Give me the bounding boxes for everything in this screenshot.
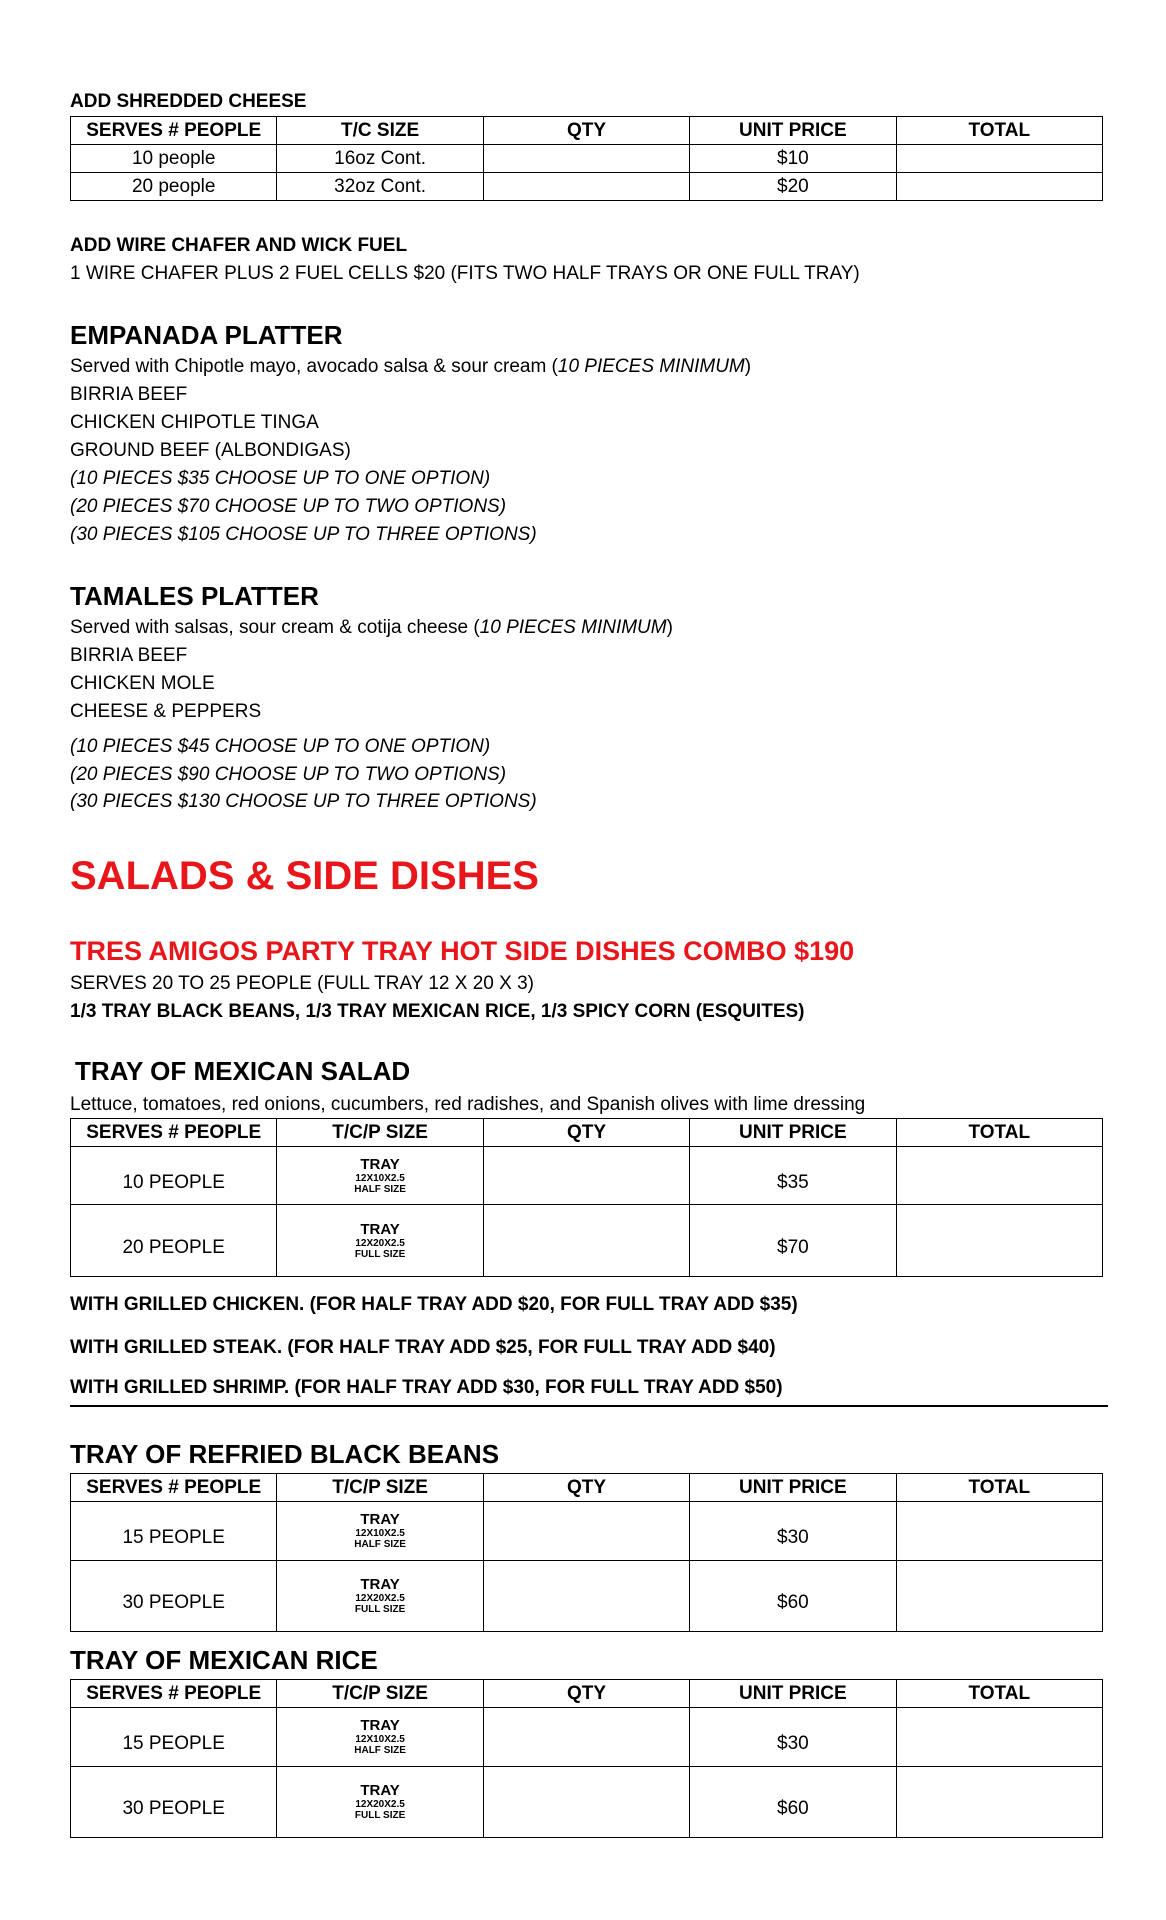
price-cell [690, 1767, 896, 1838]
tamales-item: CHEESE & PEPPERS [70, 701, 262, 722]
size-cell [277, 1205, 483, 1277]
price-cell [690, 1561, 896, 1632]
size-cell [277, 1147, 483, 1205]
col-unit-price: UNIT PRICE [690, 117, 896, 145]
col-total: TOTAL [896, 1474, 1102, 1502]
empanada-description [70, 353, 1104, 381]
qty-cell[interactable] [483, 1561, 689, 1632]
tamales-item: CHICKEN MOLE [70, 673, 215, 694]
table-header-row [71, 1680, 1103, 1708]
tamales-title: TAMALES PLATTER [70, 581, 319, 611]
col-serves: SERVES # PEOPLE [71, 1474, 277, 1502]
tamales-option: (20 PIECES $90 CHOOSE UP TO TWO OPTIONS) [70, 764, 507, 785]
size-cell [277, 1767, 483, 1838]
section-divider [70, 1405, 1108, 1407]
serves-value: 30 PEOPLE [122, 1592, 225, 1613]
serves-value: 10 PEOPLE [122, 1171, 225, 1193]
shredded-cheese-title: ADD SHREDDED CHEESE [70, 91, 307, 112]
price-value: $60 [777, 1592, 809, 1613]
empanada-item: BIRRIA BEEF [70, 384, 188, 405]
desc-text: Served with Chipotle mayo, avocado salsa & sour cream ( [70, 356, 558, 377]
col-serves: SERVES # PEOPLE [71, 1680, 277, 1708]
combo-line1: SERVES 20 TO 25 PEOPLE (FULL TRAY 12 X 20 X 3) [70, 973, 534, 994]
col-size: T/C/P SIZE [277, 1119, 483, 1147]
table-row [71, 1767, 1103, 1838]
salads-heading: SALADS & SIDE DISHES [70, 854, 539, 898]
price-cell [690, 1502, 896, 1561]
tray-dims: 12X10X2.5 [355, 1734, 405, 1745]
shredded-cheese-table [70, 116, 1103, 201]
serves-cell [71, 1767, 277, 1838]
desc-text: Served with salsas, sour cream & cotija cheese ( [70, 617, 480, 638]
tamales-item: BIRRIA BEEF [70, 645, 188, 666]
total-cell[interactable] [896, 145, 1102, 173]
serves-cell [71, 1708, 277, 1767]
serves-cell [71, 1205, 277, 1277]
col-size: T/C/P SIZE [277, 1680, 483, 1708]
col-qty: QTY [483, 1474, 689, 1502]
col-total: TOTAL [896, 117, 1102, 145]
tray-kind: HALF SIZE [354, 1183, 406, 1195]
size-cell: 16oz Cont. [277, 145, 483, 173]
serves-value: 20 PEOPLE [122, 1236, 225, 1258]
tray-label: TRAY [360, 1576, 400, 1593]
price-value: $30 [777, 1733, 809, 1754]
col-qty: QTY [483, 117, 689, 145]
col-qty: QTY [483, 1680, 689, 1708]
col-unit-price: UNIT PRICE [690, 1119, 896, 1147]
total-cell[interactable] [896, 1708, 1102, 1767]
total-cell[interactable] [896, 1561, 1102, 1632]
serves-cell [71, 1502, 277, 1561]
tray-label: TRAY [360, 1717, 400, 1734]
tray-label: TRAY [360, 1220, 400, 1238]
table-row [71, 1502, 1103, 1561]
mexican-salad-description: Lettuce, tomatoes, red onions, cucumbers, red radishes, and Spanish olives with lime dressing [70, 1094, 866, 1115]
price-value: $30 [777, 1527, 809, 1548]
empanada-option: (10 PIECES $35 CHOOSE UP TO ONE OPTION) [70, 468, 491, 489]
price-value: $70 [777, 1236, 809, 1258]
size-cell [277, 1708, 483, 1767]
price-cell: $20 [690, 173, 896, 201]
qty-cell[interactable] [483, 1502, 689, 1561]
empanada-item: GROUND BEEF (ALBONDIGAS) [70, 440, 351, 461]
serves-cell: 10 people [71, 145, 277, 173]
mexican-rice-table [70, 1679, 1103, 1838]
chafer-title: ADD WIRE CHAFER AND WICK FUEL [70, 235, 408, 256]
tray-dims: 12X10X2.5 [355, 1528, 405, 1539]
total-cell[interactable] [896, 1502, 1102, 1561]
tray-label: TRAY [360, 1782, 400, 1799]
black-beans-title: TRAY OF REFRIED BLACK BEANS [70, 1439, 500, 1469]
combo-title: TRES AMIGOS PARTY TRAY HOT SIDE DISHES COMBO $190 [70, 936, 855, 966]
mexican-salad-table [70, 1118, 1103, 1277]
col-size: T/C SIZE [277, 117, 483, 145]
tray-label: TRAY [360, 1155, 400, 1173]
qty-cell[interactable] [483, 1205, 689, 1277]
serves-value: 15 PEOPLE [122, 1527, 225, 1548]
qty-cell[interactable] [483, 1708, 689, 1767]
serves-cell: 20 people [71, 173, 277, 201]
table-header-row [71, 1474, 1103, 1502]
col-total: TOTAL [896, 1680, 1102, 1708]
empanada-title: EMPANADA PLATTER [70, 320, 343, 350]
col-serves: SERVES # PEOPLE [71, 117, 277, 145]
table-header-row [71, 1119, 1103, 1147]
serves-cell [71, 1561, 277, 1632]
qty-cell[interactable] [483, 1147, 689, 1205]
mexican-salad-title: TRAY OF MEXICAN SALAD [75, 1056, 411, 1086]
price-cell [690, 1708, 896, 1767]
serves-value: 30 PEOPLE [122, 1798, 225, 1819]
price-cell: $10 [690, 145, 896, 173]
table-row [71, 1147, 1103, 1205]
tray-dims: 12X20X2.5 [355, 1799, 405, 1810]
tamales-description [70, 614, 1104, 642]
empanada-option: (20 PIECES $70 CHOOSE UP TO TWO OPTIONS) [70, 496, 507, 517]
desc-minimum: 10 PIECES MINIMUM [557, 356, 745, 377]
size-cell [277, 1502, 483, 1561]
addon-steak: WITH GRILLED STEAK. (FOR HALF TRAY ADD $25, FOR FULL TRAY ADD $40) [70, 1337, 776, 1358]
table-row [71, 1205, 1103, 1277]
qty-cell[interactable] [483, 145, 689, 173]
desc-end: ) [666, 617, 673, 638]
table-row [71, 173, 1103, 201]
price-cell [690, 1147, 896, 1205]
serves-value: 15 PEOPLE [122, 1733, 225, 1754]
tray-kind: HALF SIZE [354, 1745, 406, 1756]
combo-line2: 1/3 TRAY BLACK BEANS, 1/3 TRAY MEXICAN RICE, 1/3 SPICY CORN (ESQUITES) [70, 1001, 805, 1022]
chafer-text: 1 WIRE CHAFER PLUS 2 FUEL CELLS $20 (FITS TWO HALF TRAYS OR ONE FULL TRAY) [70, 263, 860, 284]
serves-cell [71, 1147, 277, 1205]
price-cell [690, 1205, 896, 1277]
total-cell[interactable] [896, 1767, 1102, 1838]
col-serves: SERVES # PEOPLE [71, 1119, 277, 1147]
mexican-rice-title: TRAY OF MEXICAN RICE [70, 1645, 378, 1675]
empanada-item: CHICKEN CHIPOTLE TINGA [70, 412, 319, 433]
tray-kind: FULL SIZE [354, 1248, 406, 1260]
tray-kind: FULL SIZE [354, 1810, 406, 1821]
total-cell[interactable] [896, 1205, 1102, 1277]
tray-dims: 12X10X2.5 [355, 1172, 405, 1184]
col-qty: QTY [483, 1119, 689, 1147]
col-unit-price: UNIT PRICE [690, 1474, 896, 1502]
col-size: T/C/P SIZE [277, 1474, 483, 1502]
size-cell [277, 1561, 483, 1632]
tamales-option: (10 PIECES $45 CHOOSE UP TO ONE OPTION) [70, 736, 491, 757]
col-total: TOTAL [896, 1119, 1102, 1147]
col-unit-price: UNIT PRICE [690, 1680, 896, 1708]
black-beans-table [70, 1473, 1103, 1632]
qty-cell[interactable] [483, 1767, 689, 1838]
tray-kind: FULL SIZE [354, 1604, 406, 1615]
tray-dims: 12X20X2.5 [355, 1593, 405, 1604]
addon-chicken: WITH GRILLED CHICKEN. (FOR HALF TRAY ADD $20, FOR FULL TRAY ADD $35) [70, 1294, 798, 1315]
table-row [71, 1708, 1103, 1767]
price-value: $35 [777, 1171, 809, 1193]
tray-label: TRAY [360, 1511, 400, 1528]
tray-kind: HALF SIZE [354, 1539, 406, 1550]
tamales-option: (30 PIECES $130 CHOOSE UP TO THREE OPTIONS) [70, 791, 537, 812]
total-cell[interactable] [896, 1147, 1102, 1205]
qty-cell[interactable] [483, 173, 689, 201]
desc-minimum: 10 PIECES MINIMUM [479, 617, 667, 638]
price-value: $60 [777, 1798, 809, 1819]
table-row [71, 1561, 1103, 1632]
size-cell: 32oz Cont. [277, 173, 483, 201]
table-header-row [71, 117, 1103, 145]
empanada-option: (30 PIECES $105 CHOOSE UP TO THREE OPTIONS) [70, 524, 537, 545]
addon-shrimp: WITH GRILLED SHRIMP. (FOR HALF TRAY ADD $30, FOR FULL TRAY ADD $50) [70, 1377, 783, 1398]
table-row [71, 145, 1103, 173]
tray-dims: 12X20X2.5 [355, 1237, 405, 1249]
total-cell[interactable] [896, 173, 1102, 201]
desc-end: ) [744, 356, 752, 377]
